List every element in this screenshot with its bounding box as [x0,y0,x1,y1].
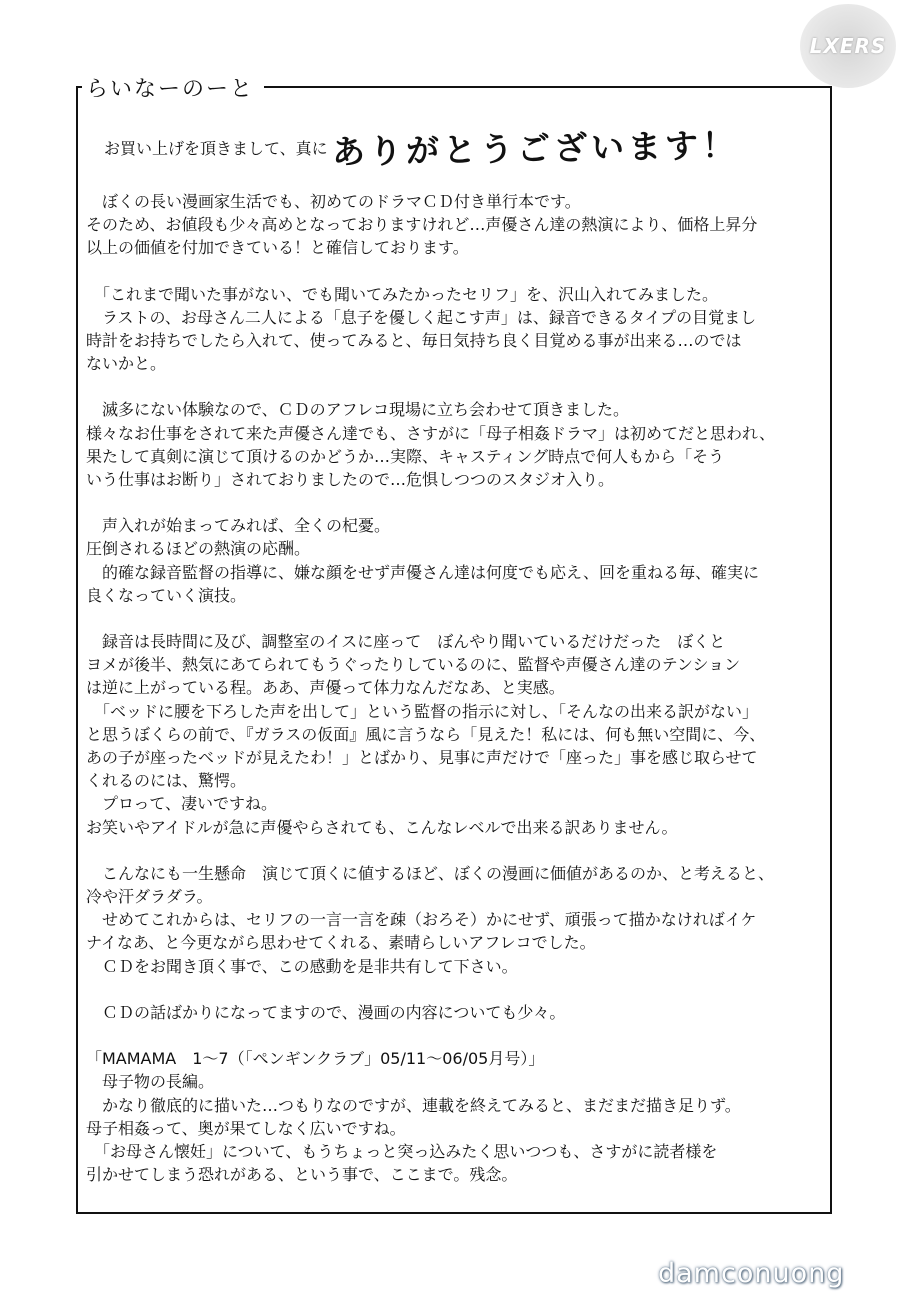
paragraph-line: 的確な録音監督の指導に、嫌な顔をせず声優さん達は何度でも応え、回を重ねる毎、確実に [86,562,759,582]
paragraph-line: 声入れが始まってみれば、全くの杞憂。 [86,516,391,536]
paragraph-line: 良くなっていく演技。 [86,585,247,605]
work-section-line: 引かせてしまう恐れがある、という事で、ここまで。残念。 [86,1165,518,1185]
paragraph-line: ＣＤの話ばかりになってますので、漫画の内容についても少々。 [86,1002,566,1022]
paragraph-line: は逆に上がっている程。ああ、声優って体力なんだなあ、と実感。 [86,678,565,698]
paragraph-line: 滅多にない体験なので、ＣＤのアフレコ現場に立ち会わせて頂きました。 [86,400,630,420]
work-section-line: 母子物の長編。 [86,1072,215,1092]
paragraph-line: プロって、凄いですね。 [86,794,278,814]
paragraph-line: ないかと。 [86,354,167,374]
paragraph-line: ナイなあ、と今更ながら思わせてくれる、素晴らしいアフレコでした。 [86,933,596,953]
paragraph-line: いう仕事はお断り」されておりましたので…危惧しつつのスタジオ入り。 [86,470,615,490]
paragraph-line: お笑いやアイドルが急に声優やらされても、こんなレベルで出来る訳ありません。 [86,817,678,837]
paragraph-line: あの子が座ったベッドが見えたわ！」とばかり、見事に声だけで「座った」事を感じ取らせて [86,748,758,768]
work-section-line: 「お母さん懐妊」について、もうちょっと突っ込みたく思いつつも、さすがに読者様を [86,1141,718,1161]
work-section-line: 母子相姦って、奥が果てしなく広いですね。 [86,1118,406,1138]
paragraph-line: 録音は長時間に及び、調整室のイスに座って ぼんやり聞いているだけだった ぼくと [86,632,726,652]
paragraph [86,630,821,839]
paragraph-line: 圧倒されるほどの熱演の応酬。 [86,539,311,559]
watermark: damconuong [658,1258,845,1289]
paragraph-line: ヨメが後半、熱気にあてられてもうぐったりしているのに、監督や声優さん達のテンション [86,655,741,675]
paragraph-line: 冷や汗ダラダラ。 [86,887,213,907]
paragraph-list [86,190,821,1024]
work-section [86,1047,821,1186]
paragraph-line: 「これまで聞いた事がない、でも聞いてみたかったセリフ」を、沢山入れてみました。 [86,284,719,304]
paragraph [86,283,821,376]
paragraph-line: 以上の価値を付加できている！と確信しております。 [86,238,469,258]
paragraph [86,862,821,978]
note-content [86,118,821,1186]
headline-lead: お買い上げを頂きまして、真に [104,139,328,159]
work-section-title: 「MAMAMA 1〜7（「ペンギンクラブ」05/11〜06/05月号）」 [86,1049,545,1069]
paragraph-line: くれるのには、驚愕。 [86,771,247,791]
site-logo [800,4,896,88]
site-logo-text: LXERS [809,34,887,58]
note-title: らいなーのーと [82,72,264,103]
headline-thanks: ありがとうございます！ [331,125,739,172]
work-section-line: かなり徹底的に描いた…つもりなのですが、連載を終えてみると、まだまだ描き足りず。 [86,1095,741,1115]
paragraph-line: 「ベッドに腰を下ろした声を出して」という監督の指示に対し、「そんなの出来る訳がない」 [86,701,759,721]
paragraph [86,398,821,491]
paragraph-line: こんなにも一生懸命 演じて頂くに値するほど、ぼくの漫画に価値があるのか、と考えると、 [86,863,775,883]
paragraph-line: 果たして真剣に演じて頂けるのかどうか…実際、キャスティング時点で何人もから「そう [86,446,725,466]
paragraph-line: 様々なお仕事をされて来た声優さん達でも、さすがに「母子相姦ドラマ」は初めてだと思われ、 [86,423,775,443]
paragraph [86,514,821,607]
paragraph-line: そのため、お値段も少々高めとなっておりますけれど…声優さん達の熱演により、価格上昇分 [86,215,758,235]
paragraph-line: せめてこれからは、セリフの一言一言を疎（おろそ）かにせず、頑張って描かなければイケ [86,910,757,930]
work-section-body [86,1070,821,1186]
paragraph-line: と思うぼくらの前で、『ガラスの仮面』風に言うなら「見えた！私には、何も無い空間に、今、 [86,724,766,744]
headline [104,118,821,180]
paragraph-line: ラストの、お母さん二人による「息子を優しく起こす声」は、録音できるタイプの目覚まし [86,307,757,327]
paragraph [86,190,821,260]
paragraph-line: 時計をお持ちでしたら入れて、使ってみると、毎日気持ち良く目覚める事が出来る…のでは [86,331,742,351]
paragraph-line: ぼくの長い漫画家生活でも、初めてのドラマＣＤ付き単行本です。 [86,192,581,211]
paragraph-line: ＣＤをお聞き頂く事で、この感動を是非共有して下さい。 [86,956,518,976]
paragraph [86,1001,821,1024]
